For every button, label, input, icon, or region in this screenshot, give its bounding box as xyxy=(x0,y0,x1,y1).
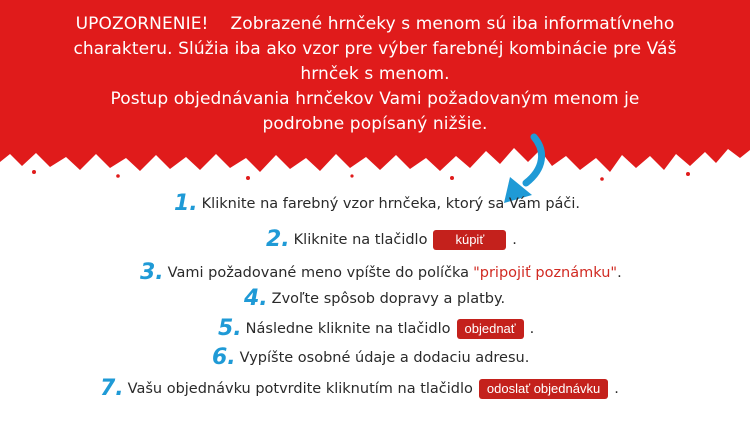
warning-label: UPOZORNENIE! xyxy=(75,14,209,34)
step-text: Zvoľte spôsob dopravy a platby. xyxy=(271,291,506,307)
notice-line-3: hrnček s menom. xyxy=(300,64,450,84)
buy-button[interactable]: kúpiť xyxy=(433,230,506,250)
step-text: Vami požadované meno vpíšte do políčka xyxy=(167,265,470,281)
notice-line-2: charakteru. Slúžia iba ako vzor pre výber farebnéj kombinácie pre Váš xyxy=(73,39,677,59)
step-trail: . xyxy=(512,232,517,248)
step-number: 3. xyxy=(140,260,164,285)
step-number: 7. xyxy=(100,376,124,401)
notice-line-1-text: Zobrazené hrnčeky s menom sú iba informatívneho xyxy=(230,14,675,34)
step-trail: . xyxy=(614,381,619,397)
step-2 xyxy=(266,229,517,251)
notice-text xyxy=(0,12,750,137)
step-text: Vašu objednávku potvrdite kliknutím na tlačidlo xyxy=(127,381,473,397)
notice-line-4: Postup objednávania hrnčekov Vami požadovaným menom je xyxy=(110,89,640,109)
step-number: 1. xyxy=(174,191,198,216)
step-7 xyxy=(100,378,619,400)
step-number: 5. xyxy=(218,316,242,341)
step-text: Kliknite na farebný vzor hrnčeka, ktorý sa Vám páči. xyxy=(201,196,581,212)
notice-line-1 xyxy=(0,12,750,37)
step-number: 6. xyxy=(212,345,236,370)
step-1 xyxy=(174,193,580,215)
send-order-button[interactable]: odoslať objednávku xyxy=(479,379,608,399)
step-4 xyxy=(244,288,505,310)
step-trail: . xyxy=(617,265,622,281)
step-3 xyxy=(140,262,622,284)
order-button[interactable]: objednať xyxy=(457,319,524,339)
step-trail: . xyxy=(529,321,535,337)
step-number: 2. xyxy=(266,227,290,252)
red-banner xyxy=(0,0,750,190)
step-text: Následne kliknite na tlačidlo xyxy=(245,321,451,337)
step-5 xyxy=(218,318,534,340)
step-6 xyxy=(212,347,529,369)
step-number: 4. xyxy=(244,286,268,311)
note-field-name: "pripojiť poznámku" xyxy=(473,265,618,281)
step-text: Kliknite na tlačidlo xyxy=(293,232,428,248)
step-text: Vypíšte osobné údaje a dodaciu adresu. xyxy=(239,350,530,366)
notice-line-5: podrobne popísaný nižšie. xyxy=(262,114,488,134)
